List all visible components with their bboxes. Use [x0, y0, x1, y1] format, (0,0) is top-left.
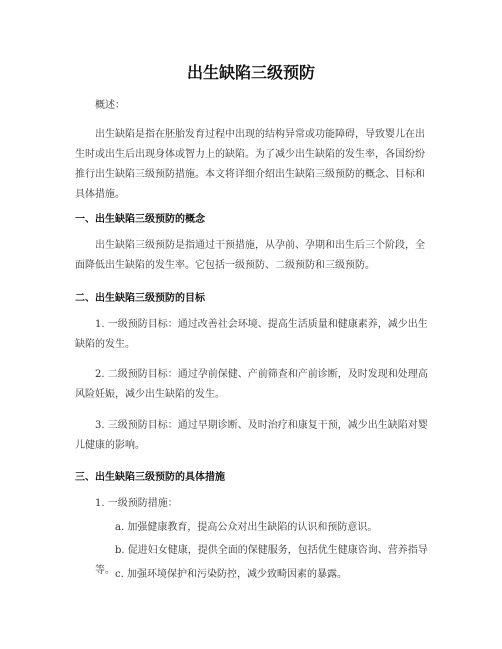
measure-subitem-b: b. 促进妇女健康，提供全面的保健服务，包括优生健康咨询、营养指导等。 [95, 545, 428, 576]
concept-paragraph: 出生缺陷三级预防是指通过干预措施，从孕前、孕期和出生后三个阶段，全面降低出生缺陷的发生率。它包括一级预防、二级预防和三级预防。 [75, 240, 425, 271]
measure-subitem-c: c. 加强环境保护和污染防控，减少致畸因素的暴露。 [115, 569, 347, 580]
section-heading-goals: 二、出生缺陷三级预防的目标 [75, 293, 205, 304]
overview-paragraph: 出生缺陷是指在胚胎发育过程中出现的结构异常或功能障碍，导致婴儿在出生时或出生后出现身体或智力上的缺陷。为了减少出生缺陷的发生率，各国纷纷推行出生缺陷三级预防措施。本文将详细介绍出生缺陷三级预防的概念、目标和具体措施。 [75, 129, 425, 200]
overview-label: 概述： [95, 100, 125, 111]
goal-item-1: 1. 一级预防目标：通过改善社会环境、提高生活质量和健康素养，减少出生缺陷的发生。 [75, 319, 428, 350]
section-heading-concept: 一、出生缺陷三级预防的概念 [75, 214, 205, 225]
measure-level-1-label: 1. 一级预防措施： [95, 498, 178, 509]
section-heading-measures: 三、出生缺陷三级预防的具体措施 [75, 472, 225, 483]
document-title: 出生缺陷三级预防 [186, 63, 315, 82]
goal-item-3: 3. 三级预防目标：通过早期诊断、及时治疗和康复干预，减少出生缺陷对婴儿健康的影响。 [75, 420, 428, 451]
goal-item-2: 2. 二级预防目标：通过孕前保健、产前筛查和产前诊断，及时发现和处理高风险妊娠，减少出生缺陷的发生。 [75, 369, 428, 400]
measure-subitem-a: a. 加强健康教育，提高公众对出生缺陷的认识和预防意识。 [115, 522, 378, 533]
